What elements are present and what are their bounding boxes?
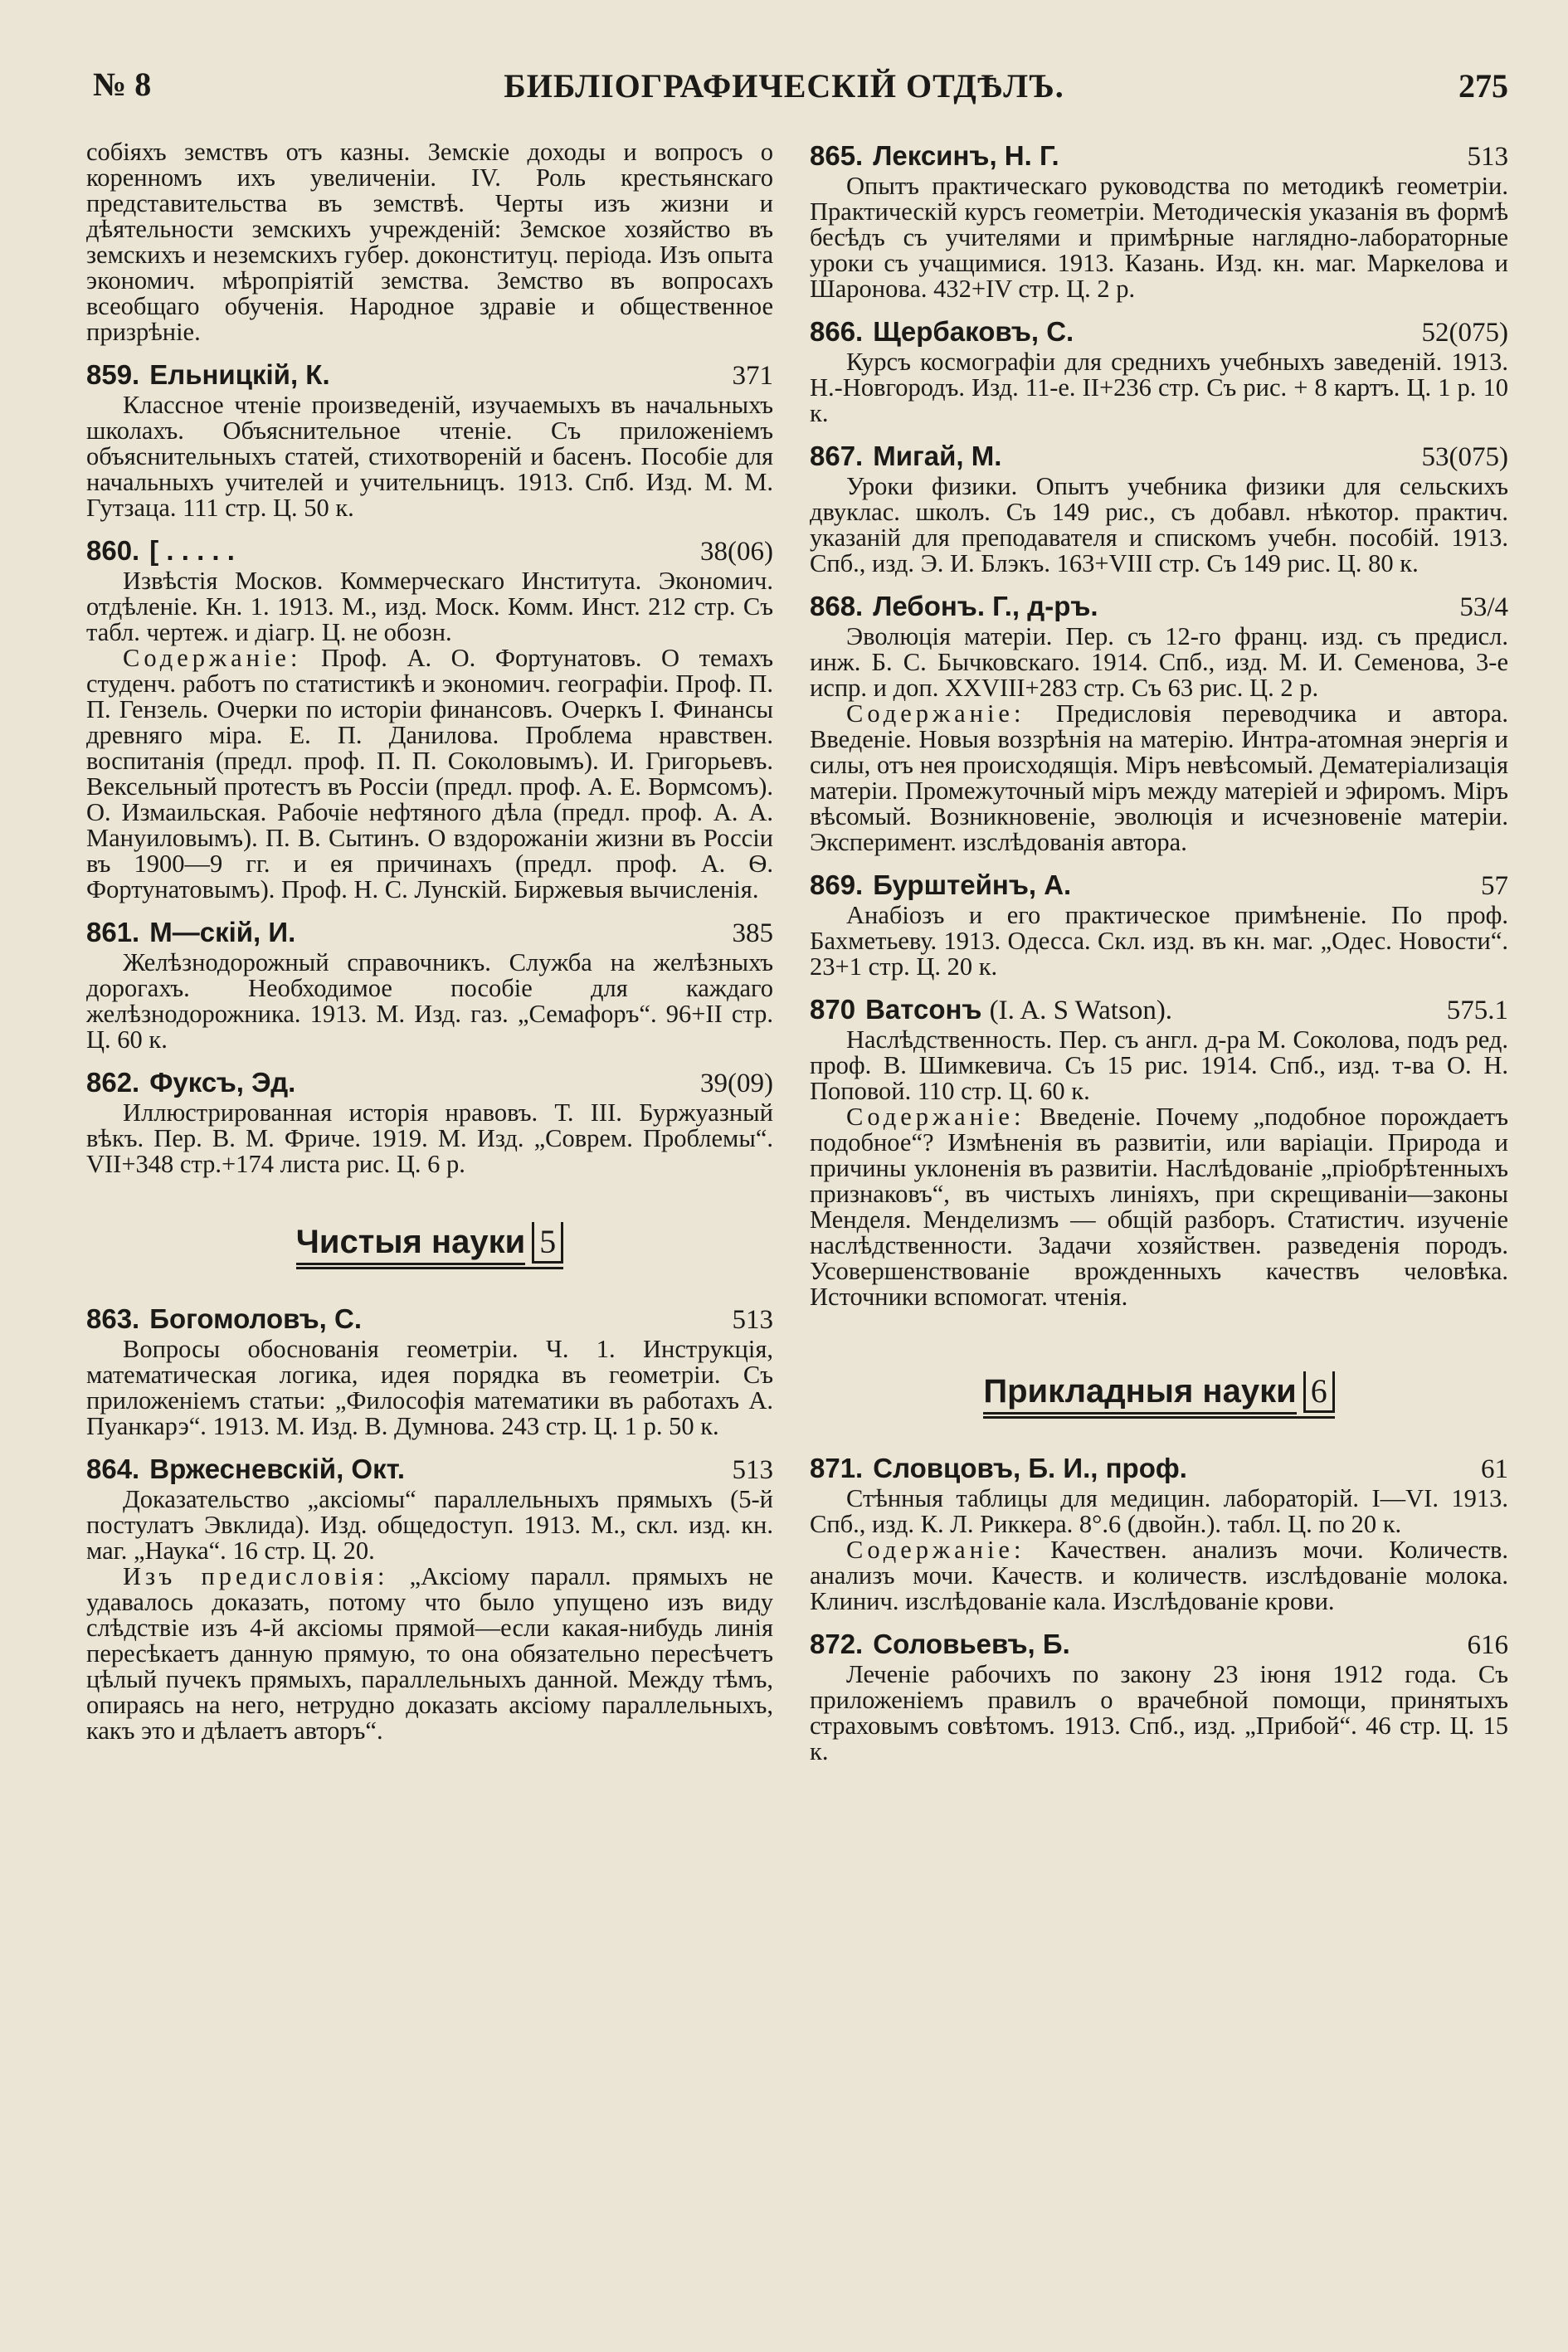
- section-heading-applied-sciences: [810, 1371, 1508, 1419]
- contents-text: Качествен. анализъ мочи. Количеств. анализъ мочи. Качеств. и количеств. изслѣдованіе молока. Клинич. изслѣдованіе кала. Изслѣдованіе крови.: [810, 1536, 1509, 1615]
- entry-code: 385: [732, 918, 773, 948]
- entry-heading: [810, 440, 1508, 474]
- entry-author: Лебонъ. Г., д-ръ.: [873, 591, 1098, 621]
- entry-author: Щербаковъ, С.: [873, 316, 1074, 347]
- entry-871: [810, 1452, 1508, 1614]
- entry-number: 860.: [86, 535, 140, 566]
- entry-code: 53/4: [1459, 592, 1508, 622]
- entry-number: 861.: [86, 917, 140, 947]
- entry-865: [810, 139, 1508, 302]
- entry-heading: [810, 139, 1508, 173]
- contents-label: Содержаніе:: [123, 644, 302, 672]
- entry-author: [ . . . . .: [149, 535, 235, 566]
- entry-code: 52(075): [1421, 318, 1508, 348]
- entry-description: Извѣстія Москов. Коммерческаго Института. Экономич. отдѣленіе. Кн. 1. 1913. М., изд. Моск. Комм. Инст. 212 стр. Съ табл. чертеж. и діагр. Ц. не обозн.: [86, 567, 773, 646]
- entry-859: [86, 358, 773, 521]
- entry-description: Уроки физики. Опытъ учебника физики для сельскихъ двуклас. школъ. Съ 149 рис., съ добавл. нѣкотор. практич. указаній для преподавателя и спискомъ учебн. пособій. 1913. Спб., изд. Э. И. Блэкъ. 163+VIII стр. Съ 149 рис. Ц. 80 к.: [810, 472, 1508, 577]
- contents-text: Проф. А. О. Фортунатовъ. О темахъ студенч. работъ по статистикѣ и экономич. географіи. Проф. П. П. Гензель. Очерки по исторіи финансовъ. Очеркъ I. Финансы древняго міра. Е. П. Данилова. Проблема нравствен. воспитанія (предл. проф. П. П. Соколовымъ). И. Григорьевъ. Вексельный протестъ въ Россіи (предл. проф. А. Е. Вормсомъ). О. Измаильская. Рабочіе нефтяного дѣла (предл. проф. А. А. Мануиловымъ). П. В. Сытинъ. О вздорожаніи жизни въ Россіи въ 1900—9 гг. и ея причинахъ (предл. проф. А. Ѳ. Фортунатовымъ). Проф. Н. С. Лунскій. Биржевыя вычисленія.: [86, 644, 773, 903]
- entry-heading: [86, 1303, 773, 1337]
- entry-861: [86, 916, 773, 1053]
- entry-867: [810, 440, 1508, 577]
- entry-heading: [810, 869, 1508, 903]
- entry-code: 371: [732, 361, 773, 391]
- entry-code: 39(09): [700, 1069, 773, 1098]
- entry-number: 867.: [810, 441, 864, 471]
- entry-heading: [810, 590, 1508, 624]
- entry-heading: [86, 1453, 773, 1487]
- entry-description: Опытъ практическаго руководства по методикѣ геометріи. Практическій курсъ геометріи. Методическія указанія въ формѣ бесѣдъ съ учителями и примѣрные наглядно-лабораторные уроки съ учащимися. 1913. Казань. Изд. кн. маг. Маркелова и Шаронова. 432+IV стр. Ц. 2 р.: [810, 172, 1508, 303]
- entry-author-detail: (I. A. S Watson).: [989, 996, 1173, 1025]
- entry-number: 872.: [810, 1629, 864, 1659]
- entry-869: [810, 869, 1508, 980]
- section-number: 6: [1303, 1371, 1335, 1413]
- contents-label: Содержаніе:: [846, 1103, 1025, 1131]
- entry-description: Стѣнныя таблицы для медицин. лабораторій. I—VI. 1913. Спб., изд. К. Л. Риккера. 8°.6 (двойн.). табл. Ц. по 20 к.: [810, 1484, 1508, 1538]
- page-title: БИБЛІОГРАФИЧЕСКІЙ ОТДѢЛЪ.: [504, 67, 1064, 105]
- entry-description: Желѣзнодорожный справочникъ. Служба на желѣзныхъ дорогахъ. Необходимое пособіе для каждаго желѣзнодорожника. 1913. М. Изд. газ. „Семафоръ“. 96+II стр. Ц. 60 к.: [86, 948, 773, 1054]
- entry-number: 870: [810, 994, 856, 1025]
- continued-text: собіяхъ земствъ отъ казны. Земскіе доходы и вопросъ о коренномъ ихъ увеличеніи. IV. Роль крестьянскаго представительства въ земствѣ. Черты изъ жизни и дѣятельности земскихъ учрежденій: Земское хозяйство въ земскихъ и неземскихъ губер. доконституц. періода. Изъ опыта экономич. мѣропріятій земства. Земство въ вопросахъ всеобщаго обученія. Народное здравіе и общественное призрѣніе.: [86, 138, 773, 346]
- entry-author: Фуксъ, Эд.: [149, 1067, 296, 1098]
- entry-heading: [810, 1452, 1508, 1486]
- entry-description: Доказательство „аксіомы“ параллельныхъ прямыхъ (5-й постулатъ Эвклида). Изд. общедоступ. 1913. М., скл. изд. кн. маг. „Наука“. 16 стр. Ц. 20.: [86, 1485, 773, 1565]
- entry-code: 575.1: [1446, 996, 1508, 1025]
- entry-author: Словцовъ, Б. И., проф.: [873, 1453, 1187, 1483]
- entry-description: Леченіе рабочихъ по закону 23 іюня 1912 года. Съ приложеніемъ правилъ о врачебной помощи, принятыхъ страховымъ совѣтомъ. 1913. Спб., изд. „Прибой“. 46 стр. Ц. 15 к.: [810, 1660, 1508, 1765]
- entry-number: 863.: [86, 1303, 140, 1334]
- entry-description: Вопросы обоснованія геометріи. Ч. 1. Инструкція, математическая логика, идея порядка въ геометріи. Съ приложеніемъ статьи: „Философія математики въ работахъ А. Пуанкарэ“. 1913. М. Изд. В. Думнова. 243 стр. Ц. 1 р. 50 к.: [86, 1335, 773, 1440]
- entry-862: [86, 1066, 773, 1177]
- entry-author-group: [855, 993, 1447, 1027]
- entry-872: [810, 1628, 1508, 1765]
- entry-author: Соловьевъ, Б.: [873, 1629, 1070, 1659]
- entry-code: 38(06): [700, 537, 773, 567]
- entry-864: [86, 1453, 773, 1744]
- entry-heading: [86, 534, 773, 568]
- section-number: 5: [532, 1222, 563, 1264]
- entry-heading: [810, 315, 1508, 349]
- entry-number: 871.: [810, 1453, 864, 1483]
- entry-heading: [86, 1066, 773, 1100]
- section-title-group: [983, 1371, 1334, 1419]
- issue-number: № 8: [93, 66, 152, 103]
- left-column: [86, 139, 773, 1744]
- contents-text: Введеніе. Почему „подобное порождаетъ подобное“? Измѣненія въ развитіи, или варіаціи. Природа и причины уклоненія въ развитіи. Наслѣдованіе „пріобрѣтенныхъ признаковъ“, въ чистыхъ линіяхъ, при скрещиваніи—законы Менделя. Менделизмъ — общій разборъ. Статистич. изученіе наслѣдственности. Задачи хозяйствен. разведенія породъ. Усовершенствованіе врожденныхъ качествъ человѣка. Источники вспомогат. чтенія.: [810, 1103, 1508, 1311]
- entry-number: 864.: [86, 1454, 140, 1484]
- entry-description: Курсъ космографіи для среднихъ учебныхъ заведеній. 1913. Н.-Новгородъ. Изд. 11-е. II+236 стр. Съ рис. + 8 картъ. Ц. 1 р. 10 к.: [810, 348, 1508, 427]
- entry-code: 616: [1467, 1630, 1508, 1660]
- entry-heading: [86, 358, 773, 392]
- entry-number: 865.: [810, 140, 864, 171]
- entry-author: М—скій, И.: [149, 917, 296, 947]
- entry-number: 868.: [810, 591, 864, 621]
- section-title: Прикладныя науки: [983, 1373, 1296, 1415]
- section-title: Чистыя науки: [296, 1224, 525, 1265]
- page-header: [0, 65, 1568, 114]
- entry-description: Иллюстрированная исторія нравовъ. Т. III. Буржуазный вѣкъ. Пер. В. М. Фриче. 1919. М. Изд. „Соврем. Проблемы“. VII+348 стр.+174 листа рис. Ц. 6 р.: [86, 1098, 773, 1178]
- entry-heading: [810, 993, 1508, 1027]
- section-heading-pure-sciences: [86, 1222, 773, 1269]
- right-column: [810, 139, 1508, 1765]
- preface-text: „Аксіому паралл. прямыхъ не удавалось доказать, потому что было упущено изъ виду слѣдствіе изъ 4-й аксіомы прямой—если какая-нибудь линія пересѣкаетъ данную прямую, то она обязательно пересѣчетъ цѣлый пучекъ прямыхъ, параллельныхъ данной. Между тѣмъ, опираясь на него, нетрудно доказать аксіому параллельныхъ, какъ это и дѣлаетъ авторъ“.: [86, 1562, 773, 1745]
- entry-code: 61: [1481, 1454, 1508, 1484]
- entry-author: Ельницкій, К.: [149, 359, 330, 390]
- entry-description: Анабіозъ и его практическое примѣненіе. По проф. Бахметьеву. 1913. Одесса. Скл. изд. въ кн. маг. „Одес. Новости“. 23+1 стр. Ц. 20 к.: [810, 901, 1508, 981]
- entry-description: Классное чтеніе произведеній, изучаемыхъ въ начальныхъ школахъ. Объяснительное чтеніе. Съ приложеніемъ объяснительныхъ статей, стихотвореній и басенъ. Пособіе для начальныхъ учителей и учительницъ. 1913. Спб. Изд. М. М. Гутзаца. 111 стр. Ц. 50 к.: [86, 391, 773, 522]
- contents-label: Содержаніе:: [846, 1536, 1025, 1564]
- entry-number: 859.: [86, 359, 140, 390]
- entry-868: [810, 590, 1508, 855]
- entry-preface: [86, 1564, 773, 1744]
- entry-code: 53(075): [1421, 442, 1508, 472]
- section-title-group: [296, 1222, 563, 1269]
- entry-author: Богомоловъ, С.: [149, 1303, 363, 1334]
- entry-contents: [810, 1104, 1508, 1310]
- entry-contents: [86, 645, 773, 903]
- entry-heading: [86, 916, 773, 950]
- entry-author: Бурштейнъ, А.: [873, 869, 1072, 900]
- contents-label: Содержаніе:: [846, 699, 1025, 728]
- entry-code: 513: [732, 1305, 773, 1335]
- preface-label: Изъ предисловія:: [123, 1562, 389, 1590]
- entry-description: Эволюція матеріи. Пер. съ 12-го франц. изд. съ предисл. инж. Б. С. Бычковскаго. 1914. Спб., изд. М. И. Семенова, 3-е испр. и доп. XXVIII+283 стр. Съ 63 рис. Ц. 2 р.: [810, 622, 1508, 702]
- entry-number: 862.: [86, 1067, 140, 1098]
- entry-860: [86, 534, 773, 903]
- entry-code: 57: [1481, 871, 1508, 901]
- entry-code: 513: [732, 1455, 773, 1485]
- entry-863: [86, 1303, 773, 1439]
- entry-contents: [810, 701, 1508, 855]
- entry-author: Вржесневскій, Окт.: [149, 1454, 406, 1484]
- entry-author: Мигай, М.: [873, 441, 1002, 471]
- entry-866: [810, 315, 1508, 426]
- page-number: 275: [1458, 67, 1508, 105]
- contents-text: Предисловія переводчика и автора. Введеніе. Новыя воззрѣнія на матерію. Интра-атомная энергія и силы, отъ нея происходящія. Міръ невѣсомый. Дематеріализація матеріи. Промежуточный міръ между матеріей и эфиромъ. Міръ вѣсомый. Возникновеніе, эволюція и исчезновеніе матеріи. Эксперимент. изслѣдованія автора.: [810, 699, 1508, 856]
- entry-contents: [810, 1537, 1508, 1614]
- entry-number: 869.: [810, 869, 864, 900]
- entry-author: Ватсонъ: [865, 994, 982, 1025]
- entry-code: 513: [1467, 142, 1508, 172]
- entry-author: Лексинъ, Н. Г.: [873, 140, 1059, 171]
- entry-number: 866.: [810, 316, 864, 347]
- entry-description: Наслѣдственность. Пер. съ англ. д-ра М. Соколова, подъ ред. проф. В. Шимкевича. Съ 15 рис. 1914. Спб., изд. т-ва О. Н. Поповой. 110 стр. Ц. 60 к.: [810, 1025, 1508, 1105]
- entry-heading: [810, 1628, 1508, 1662]
- entry-870: [810, 993, 1508, 1310]
